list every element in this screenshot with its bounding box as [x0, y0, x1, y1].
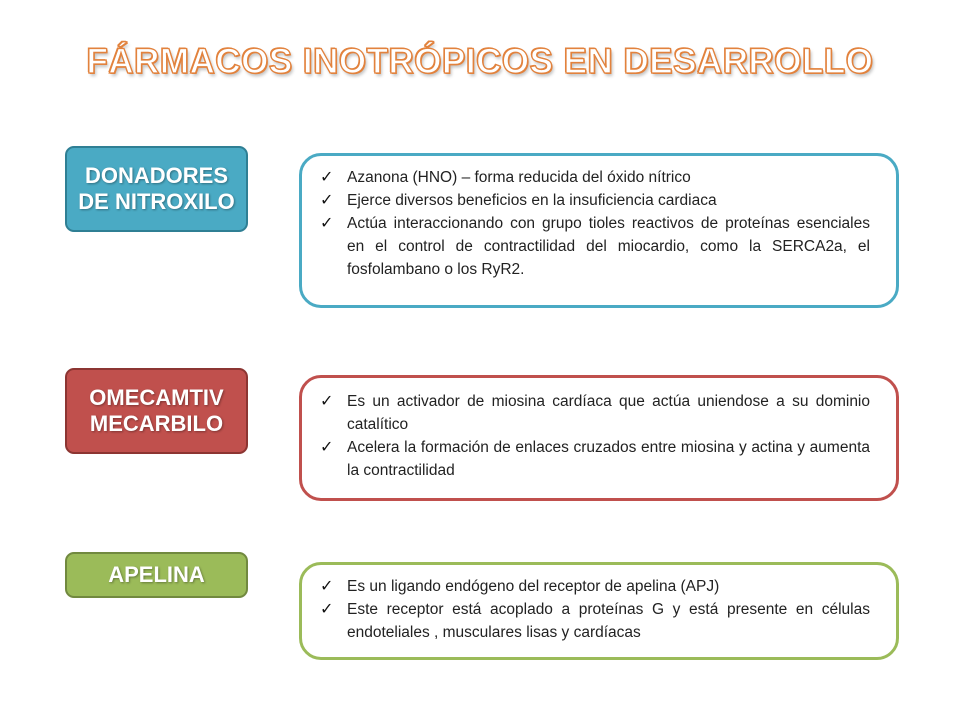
- content-box-omecamtiv: [299, 375, 899, 501]
- list-item: ✓ Azanona (HNO) – forma reducida del óxido nítrico: [320, 166, 870, 189]
- check-icon: ✓: [320, 169, 334, 186]
- list-item: ✓ Es un ligando endógeno del receptor de apelina (APJ): [320, 575, 870, 598]
- list-item: ✓ Ejerce diversos beneficios en la insuficiencia cardiaca: [320, 189, 870, 212]
- check-icon: ✓: [320, 601, 334, 618]
- list-item: ✓ Este receptor está acoplado a proteínas G y está presente en células endoteliales , musculares lisas y cardíacas: [320, 598, 870, 644]
- label-apelina: APELINA: [65, 552, 248, 598]
- check-icon: ✓: [320, 439, 334, 456]
- slide-title: FÁRMACOS INOTRÓPICOS EN DESARROLLO: [86, 42, 874, 81]
- check-icon: ✓: [320, 578, 334, 595]
- content-box-apelina: [299, 562, 899, 660]
- check-icon: ✓: [320, 215, 334, 232]
- content-box-nitroxilo: [299, 153, 899, 308]
- list-item: ✓ Actúa interaccionando con grupo tioles reactivos de proteínas esenciales en el control de contractilidad del miocardio, como la SERCA2a, el fosfolambano o los RyR2.: [320, 212, 870, 281]
- label-omecamtiv-mecarbilo: OMECAMTIV MECARBILO: [65, 368, 248, 454]
- check-icon: ✓: [320, 393, 334, 410]
- list-item: ✓ Acelera la formación de enlaces cruzados entre miosina y actina y aumenta la contractilidad: [320, 436, 870, 482]
- list-item: ✓ Es un activador de miosina cardíaca que actúa uniendose a su dominio catalítico: [320, 390, 870, 436]
- label-donadores-nitroxilo: DONADORES DE NITROXILO: [65, 146, 248, 232]
- check-icon: ✓: [320, 192, 334, 209]
